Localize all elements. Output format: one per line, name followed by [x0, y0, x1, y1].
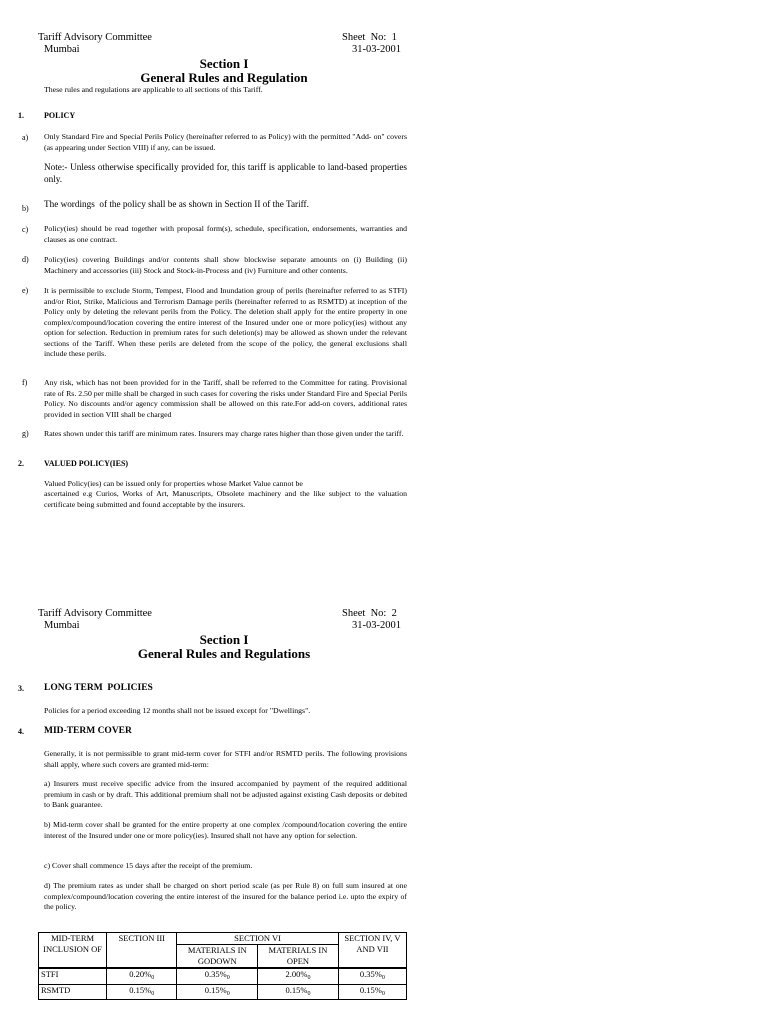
item1d-text: Policy(ies) covering Buildings and/or contents shall show blockwise separate amounts on (i) Building (ii) Machinery and accessories (iii) Stock and Stock-in-Process and (iv) Furniture and other contents.	[44, 255, 407, 275]
item3-heading: LONG TERM POLICIES	[44, 683, 153, 693]
item2-heading: VALUED POLICY(IES)	[44, 459, 129, 468]
item1d-label: d)	[22, 255, 29, 264]
item4-d: d) The premium rates as under shall be charged on short period scale (as per Rule 8) on full sum insured at one complex/compound/location covering the entire interest of the insured for the balance period i.e. upto the expiry of the policy.	[44, 881, 407, 911]
sheet1-city: Mumbai	[44, 44, 80, 55]
item4-heading: MID-TERM COVER	[44, 726, 132, 736]
header-section-iii: SECTION III	[107, 933, 177, 969]
row-peril: RSMTD	[39, 984, 107, 1000]
item1-number: 1.	[18, 111, 24, 120]
sheet1-intro: These rules and regulations are applicable to all sections of this Tariff.	[44, 85, 263, 94]
sheet2-date: 31-03-2001	[352, 620, 401, 631]
item1b-text: The wordings of the policy shall be as shown in Section II of the Tariff.	[44, 199, 309, 209]
item2-number: 2.	[18, 459, 24, 468]
table-row	[39, 984, 407, 1000]
row-section-iii-rate: $0.20\%_0$	[107, 968, 177, 984]
item1f-label: f)	[22, 378, 28, 387]
valued-line-1: Valued Policy(ies) can be issued only for properties whose Market Value cannot be	[44, 479, 303, 488]
item4-intro: Generally, it is not permissible to grant mid-term cover for STFI and/or RSMTD perils. The following provisions shall apply, where such covers are granted mid-term:	[44, 749, 407, 769]
sheet1-section: Section I	[199, 56, 249, 71]
item1a-label: a)	[22, 133, 29, 142]
item4-b: b) Mid-term cover shall be granted for the entire property at one complex /compound/location covering the entire interest of the Insured under one or more policy(ies). Insured shall not have any option for selection.	[44, 820, 407, 840]
row-section-iv-rate: $0.15\%_0$	[338, 984, 406, 1000]
sheet2-section: Section I	[199, 632, 249, 647]
sheet1-org: Tariff Advisory Committee	[38, 32, 152, 43]
item4-number: 4.	[18, 727, 24, 736]
item1a-text: Only Standard Fire and Special Perils Policy (hereinafter referred to as Policy) with the permitted "Add- on" covers (as appearing under Section VIII) if any, can be issued.	[44, 132, 407, 152]
mid-term-rates-table	[38, 932, 407, 1000]
item1b-label: b)	[22, 204, 29, 213]
note-text: Note:- Unless otherwise specifically provided for, this tariff is applicable to land-based properties only.	[44, 162, 407, 184]
row-open-rate: $0.15\%_0$	[258, 984, 339, 1000]
row-peril: STFI	[39, 968, 107, 984]
valued-line-2: ascertained e.g Curios, Works of Art, Manuscripts, Obsolete machinery and the like subject to the valuation certificate being submitted and found acceptable by the insurers.	[44, 489, 407, 509]
item3-text: Policies for a period exceeding 12 months shall not be issued except for "Dwellings".	[44, 706, 311, 715]
header-materials-open: MATERIALS IN OPEN	[258, 945, 339, 969]
item1c-label: c)	[22, 225, 29, 234]
item3-number: 3.	[18, 684, 24, 693]
item1f-text: Any risk, which has not been provided for in the Tariff, shall be referred to the Committee for rating. Provisional rate of Rs. 2.50 per mille shall be charged in such cases for covering the risks under Standard Fire and Special Perils Policy. No discounts and/or agency commission shall be allowed on this rate.For add-on covers, additional rates provided in section VIII shall be charged	[44, 378, 407, 419]
sheet2-title: General Rules and Regulations	[137, 646, 311, 661]
row-section-iv-rate: $0.35\%_0$	[338, 968, 406, 984]
item4-a: a) Insurers must receive specific advice from the insured accompanied by payment of the required additional premium in cash or by draft. This additional premium shall not be adjusted against existing Cash deposits or debited to Bank guarantee.	[44, 779, 407, 809]
sheet1-title: General Rules and Regulation	[140, 70, 308, 85]
row-section-iii-rate: $0.15\%_0$	[107, 984, 177, 1000]
header-inclusion: MID-TERM INCLUSION OF	[39, 933, 107, 969]
sheet2-org: Tariff Advisory Committee	[38, 608, 152, 619]
header-materials-godown: MATERIALS IN GODOWN	[177, 945, 258, 969]
item1g-label: g)	[22, 429, 29, 438]
row-godown-rate: $0.15\%_0$	[177, 984, 258, 1000]
item4-c: c) Cover shall commence 15 days after the receipt of the premium.	[44, 861, 253, 870]
table-row	[39, 968, 407, 984]
item1e-text: It is permissible to exclude Storm, Tempest, Flood and Inundation group of perils (hereinafter referred to as STFI) and/or Riot, Strike, Malicious and Terrorism Damage perils (hereinafter referred to as RSMTD) at inception of the Policy only by deleting the relevant perils from the Policy. The deletion shall apply for the entire property in one complex/compound/location covering the entire interest of the Insured under one or more policy(ies) without any option for selection. Reduction in premium rates for such deletion(s) may be allowed as shown under the relevant sections of the Tariff. When these perils are deleted from the scope of the policy, the general exclusions shall include these perils.	[44, 286, 407, 358]
item1-heading: POLICY	[44, 111, 76, 120]
row-open-rate: $2.00\%_0$	[258, 968, 339, 984]
item1c-text: Policy(ies) should be read together with proposal form(s), schedule, specification, endorsements, warranties and clauses as one contract.	[44, 224, 407, 244]
item1e-label: e)	[22, 286, 29, 295]
sheet2-city: Mumbai	[44, 620, 80, 631]
row-godown-rate: $0.35\%_0$	[177, 968, 258, 984]
sheet1-date: 31-03-2001	[352, 44, 401, 55]
item1g-text: Rates shown under this tariff are minimum rates. Insurers may charge rates higher than those given under the tariff.	[44, 429, 404, 438]
header-section-iv-v-vii: SECTION IV, V AND VII	[338, 933, 406, 969]
header-section-vi: SECTION VI	[177, 933, 338, 945]
table-header-row	[39, 933, 407, 945]
sheet1-number: Sheet No: 1	[342, 32, 397, 43]
sheet2-number: Sheet No: 2	[342, 608, 397, 619]
